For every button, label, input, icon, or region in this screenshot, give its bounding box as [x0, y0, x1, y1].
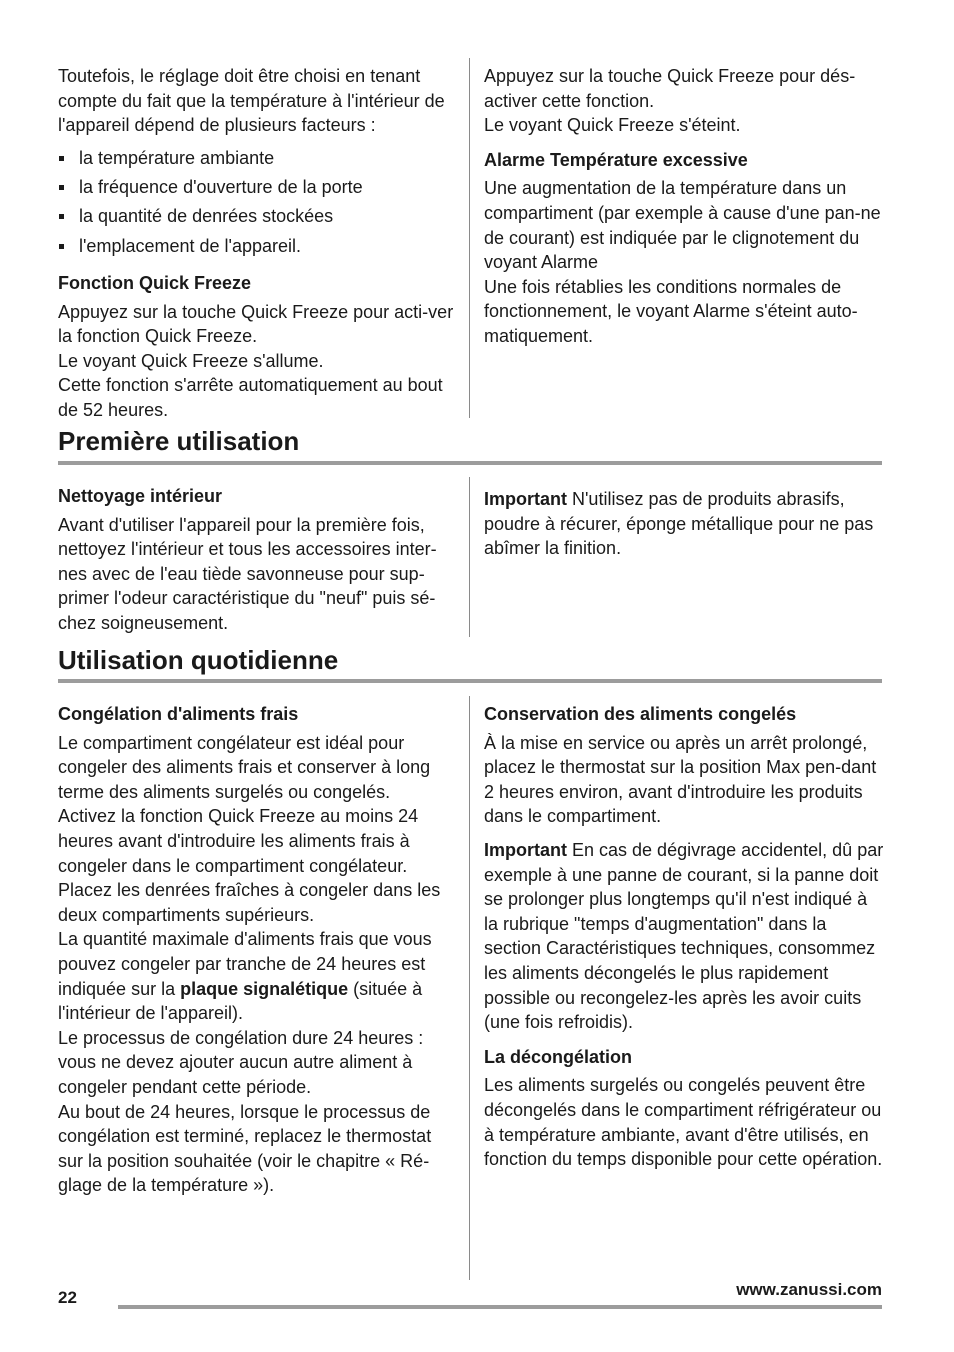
important-text: N'utilisez pas de produits abrasifs, poudre à récurer, éponge métallique pour ne pas abîmer la finition.	[484, 489, 874, 559]
freezing-heading: Congélation d'aliments frais	[58, 704, 299, 724]
freezing-paragraph: Activez la fonction Quick Freeze au moins 24 heures avant d'introduire les aliments frais à congeler dans le compartiment congélateur.	[58, 806, 419, 876]
rating-plate-label: plaque signalétique	[180, 978, 349, 999]
freezing-paragraph: Placez les denrées fraîches à congeler dans les deux compartiments supérieurs.	[58, 880, 441, 925]
footer-url[interactable]: www.zanussi.com	[736, 1280, 882, 1299]
freezing-paragraph: Le compartiment congélateur est idéal pour congeler des aliments frais et conserver à long terme des aliments surgelés ou congelés.	[58, 732, 431, 802]
cleaning-text: Avant d'utiliser l'appareil pour la première fois, nettoyez l'intérieur et tous les accessoires inter-nes avec de l'eau tiède savonneuse pour sup-primer l'odeur caractéristique du "neuf" puis sé-chez soigneusement.	[58, 514, 437, 633]
list-item: la température ambiante	[58, 144, 458, 173]
alarm-line: Une augmentation de la température dans un compartiment (par exemple à cause d'une pan-ne de courant) est indiquée par le clignotement du voyant Alarme	[484, 178, 881, 273]
intro-left-column	[58, 64, 458, 423]
column-divider	[469, 58, 470, 418]
important-label: Important	[484, 839, 567, 860]
freezing-column	[58, 702, 458, 1198]
list-item: la quantité de denrées stockées	[58, 202, 458, 231]
cleaning-column	[58, 484, 458, 636]
list-item: l'emplacement de l'appareil.	[58, 232, 458, 261]
freezing-text: La quantité maximale d'aliments frais que vous pouvez congeler par tranche de 24 heures est indiquée sur la	[58, 929, 432, 999]
important-text: En cas de dégivrage accidentel, dû par exemple à une panne de courant, si la panne doit se prolonger plus longtemps qu'il n'est indiqué à la rubrique "temps d'augmentation" dans la section Caractéristiques techniques, consommez les aliments décongelés le plus rapidement possible ou recongelez-les après les avoir cuits (une fois refroidis).	[484, 839, 884, 1033]
important-note	[484, 838, 884, 1035]
storage-text: À la mise en service ou après un arrêt prolongé, placez le thermostat sur la position Max pen-dant 2 heures environ, avant d'introduire les produits dans le compartiment.	[484, 732, 877, 827]
footer-rule	[118, 1305, 882, 1309]
quick-freeze-line: Appuyez sur la touche Quick Freeze pour acti-ver la fonction Quick Freeze.	[58, 301, 454, 347]
cleaning-heading: Nettoyage intérieur	[58, 486, 223, 506]
first-use-important-column	[484, 487, 884, 561]
thawing-heading: La décongélation	[484, 1046, 633, 1067]
quick-freeze-heading: Fonction Quick Freeze	[58, 272, 252, 293]
freezing-paragraph	[58, 927, 458, 1025]
storage-column	[484, 702, 884, 1172]
alarm-heading: Alarme Température excessive	[484, 149, 748, 170]
section-title-first-use: Première utilisation	[58, 426, 300, 456]
freezing-text: (située à l'intérieur de l'appareil).	[58, 978, 423, 1024]
quick-freeze-line: Le voyant Quick Freeze s'allume.	[58, 350, 324, 371]
quick-freeze-off-line: Le voyant Quick Freeze s'éteint.	[484, 115, 741, 136]
important-label: Important	[484, 489, 567, 509]
alarm-line: Une fois rétablies les conditions normales de fonctionnement, le voyant Alarme s'éteint auto-matiquement.	[484, 276, 858, 346]
section-rule	[58, 461, 882, 465]
section-rule	[58, 679, 882, 683]
freezing-paragraph: Au bout de 24 heures, lorsque le processus de congélation est terminé, replacez le thermostat sur la position souhaitée (voir le chapitre « Ré-glage de la température »).	[58, 1101, 432, 1196]
intro-right-column	[484, 64, 884, 349]
factor-list	[58, 144, 458, 261]
quick-freeze-off-line: Appuyez sur la touche Quick Freeze pour dés-activer cette fonction.	[484, 66, 856, 111]
column-divider	[469, 696, 470, 1280]
column-divider	[469, 477, 470, 637]
thawing-text: Les aliments surgelés ou congelés peuvent être décongelés dans le compartiment réfrigérateur ou à température ambiante, avant d'être utilisés, en fonction du temps disponible pour cette opération.	[484, 1075, 883, 1170]
freezing-paragraph: Le processus de congélation dure 24 heures : vous ne devez ajouter aucun autre aliment à congeler pendant cette période.	[58, 1027, 424, 1097]
intro-paragraph: Toutefois, le réglage doit être choisi en tenant compte du fait que la température à l'intérieur de l'appareil dépend de plusieurs facteurs :	[58, 66, 445, 136]
list-item: la fréquence d'ouverture de la porte	[58, 173, 458, 202]
section-title-daily-use: Utilisation quotidienne	[58, 645, 339, 675]
quick-freeze-line: Cette fonction s'arrête automatiquement au bout de 52 heures.	[58, 375, 443, 420]
page-number: 22	[58, 1288, 77, 1307]
storage-heading: Conservation des aliments congelés	[484, 704, 797, 724]
important-note	[484, 487, 884, 561]
